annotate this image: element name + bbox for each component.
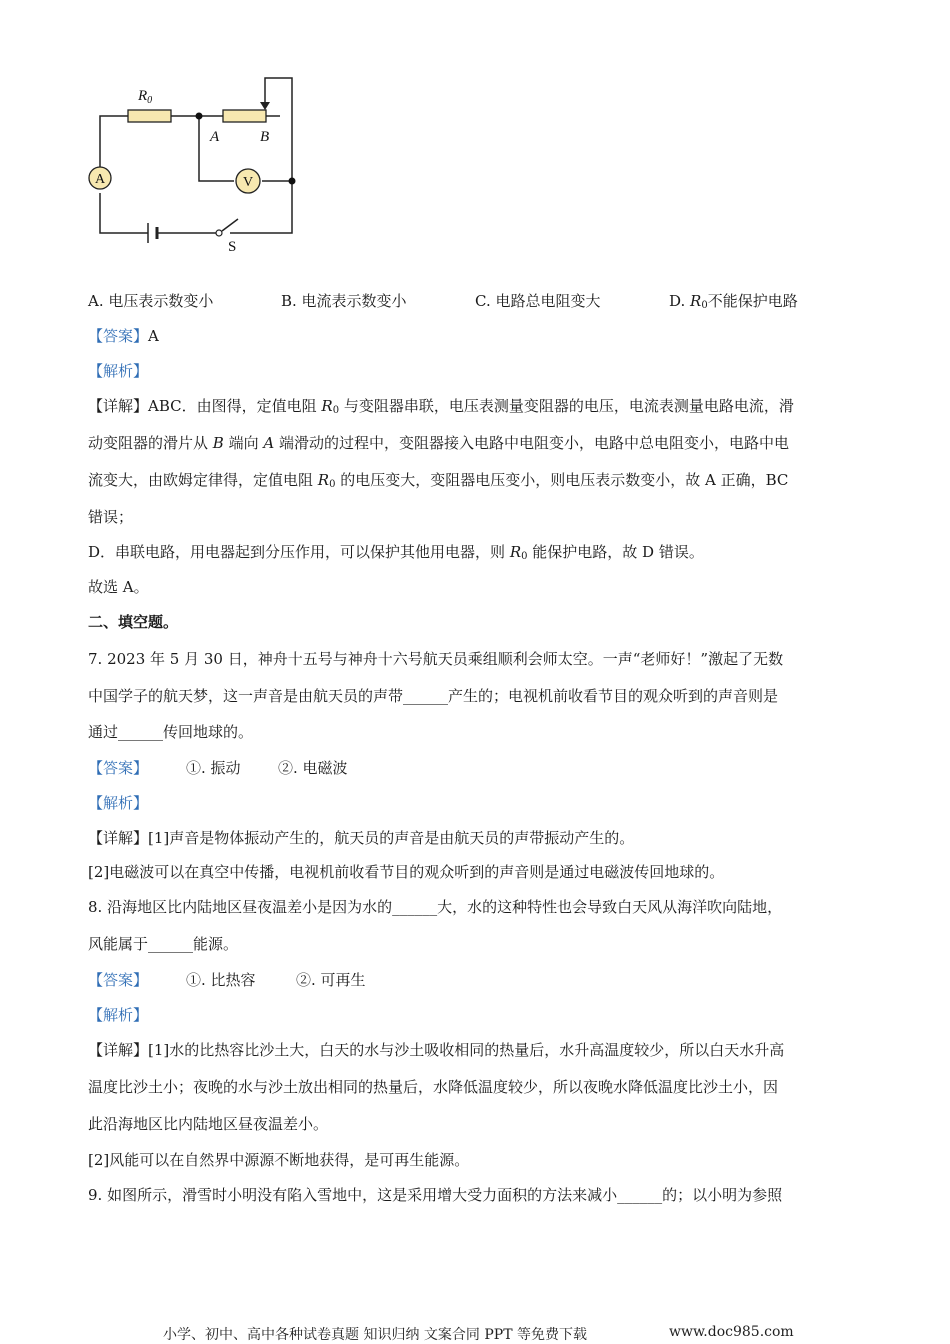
footer-text: 小学、初中、高中各种试卷真题 知识归纳 文案合同 PPT 等免费下载: [163, 1327, 587, 1343]
detail-line: 温度比沙土小；夜晚的水与沙土放出相同的热量后，水降低温度较少，所以夜晚水降低温度比沙土小，因: [88, 1078, 779, 1096]
question-line: 风能属于______能源。: [88, 935, 239, 953]
analysis-tag: 【解析】: [88, 362, 149, 380]
detail-line: 此沿海地区比内陆地区昼夜温差小。: [88, 1115, 329, 1133]
detail-line: D．串联电路，用电器起到分压作用，可以保护其他用电器，则 $R_0$ 能保护电路，故 D 错误。: [88, 543, 704, 562]
resistor-r0: [128, 110, 171, 122]
answer-line: 【答案】A: [88, 327, 159, 345]
switch-icon: [216, 230, 222, 236]
answer-2: ②. 可再生: [296, 971, 366, 989]
option-d: D. $R_0$不能保护电路: [669, 292, 798, 311]
answer-2: ②. 电磁波: [278, 759, 348, 777]
detail-line: 【详解】[1]水的比热容比沙土大，白天的水与沙土吸收相同的热量后，水升高温度较少，所以白天水升高: [88, 1041, 785, 1059]
analysis-tag: 【解析】: [88, 1006, 149, 1024]
detail-line: [2]风能可以在自然界中源源不断地获得，是可再生能源。: [88, 1151, 470, 1169]
answer-1: ①. 振动: [186, 759, 241, 777]
analysis-tag: 【解析】: [88, 794, 149, 812]
question-line: 通过______传回地球的。: [88, 723, 254, 741]
question-line: 7. 2023 年 5 月 30 日，神舟十五号与神舟十六号航天员乘组顺利会师太空。一声“老师好！”激起了无数: [88, 650, 784, 668]
answer-line: 【答案】: [88, 759, 149, 777]
r0-label: $R_0$: [138, 88, 153, 106]
junction-dot: [196, 113, 203, 120]
question-line: 中国学子的航天梦，这一声音是由航天员的声带______产生的；电视机前收看节目的观众听到的声音则是: [88, 687, 779, 705]
detail-line: 错误；: [88, 508, 134, 526]
question-line: 8. 沿海地区比内陆地区昼夜温差小是因为水的______大，水的这种特性也会导致白天风从海洋吹向陆地，: [88, 898, 783, 916]
detail-line: 动变阻器的滑片从 B 端向 A 端滑动的过程中，变阻器接入电路中电阻变小，电路中总电阻变小，电路中电: [88, 434, 789, 452]
section-heading: 二、填空题。: [88, 613, 179, 631]
detail-line: 流变大，由欧姆定律得，定值电阻 $R_0$ 的电压变大，变阻器电压变小，则电压表示数变小，故 A 正确，BC: [88, 471, 789, 490]
answer-line: 【答案】: [88, 971, 149, 989]
question-line: 9. 如图所示，滑雪时小明没有陷入雪地中，这是采用增大受力面积的方法来减小______的；以小明为参照: [88, 1186, 783, 1204]
switch-label: S: [228, 239, 237, 255]
junction-dot: [289, 178, 296, 185]
ammeter-label: A: [94, 172, 106, 187]
option-a: A. 电压表示数变小: [88, 292, 214, 310]
detail-line: [2]电磁波可以在真空中传播，电视机前收看节目的观众听到的声音则是通过电磁波传回地球的。: [88, 863, 725, 881]
detail-line: 【详解】ABC．由图得，定值电阻 $R_0$ 与变阻器串联，电压表测量变阻器的电压，电流表测量电路电流，滑: [88, 397, 794, 416]
footer-link[interactable]: www.doc985.com: [669, 1324, 794, 1340]
option-c: C. 电路总电阻变大: [475, 292, 601, 310]
answer-1: ①. 比热容: [186, 971, 256, 989]
slider-arrow-icon: [260, 102, 270, 110]
option-b: B. 电流表示数变小: [281, 292, 407, 310]
circuit-diagram: [80, 70, 320, 260]
point-b-label: B: [260, 129, 270, 145]
voltmeter-label: V: [242, 175, 254, 190]
point-a-label: A: [210, 129, 220, 145]
detail-line: 故选 A。: [88, 578, 149, 596]
rheostat: [223, 110, 266, 122]
detail-line: 【详解】[1]声音是物体振动产生的，航天员的声音是由航天员的声带振动产生的。: [88, 829, 635, 847]
